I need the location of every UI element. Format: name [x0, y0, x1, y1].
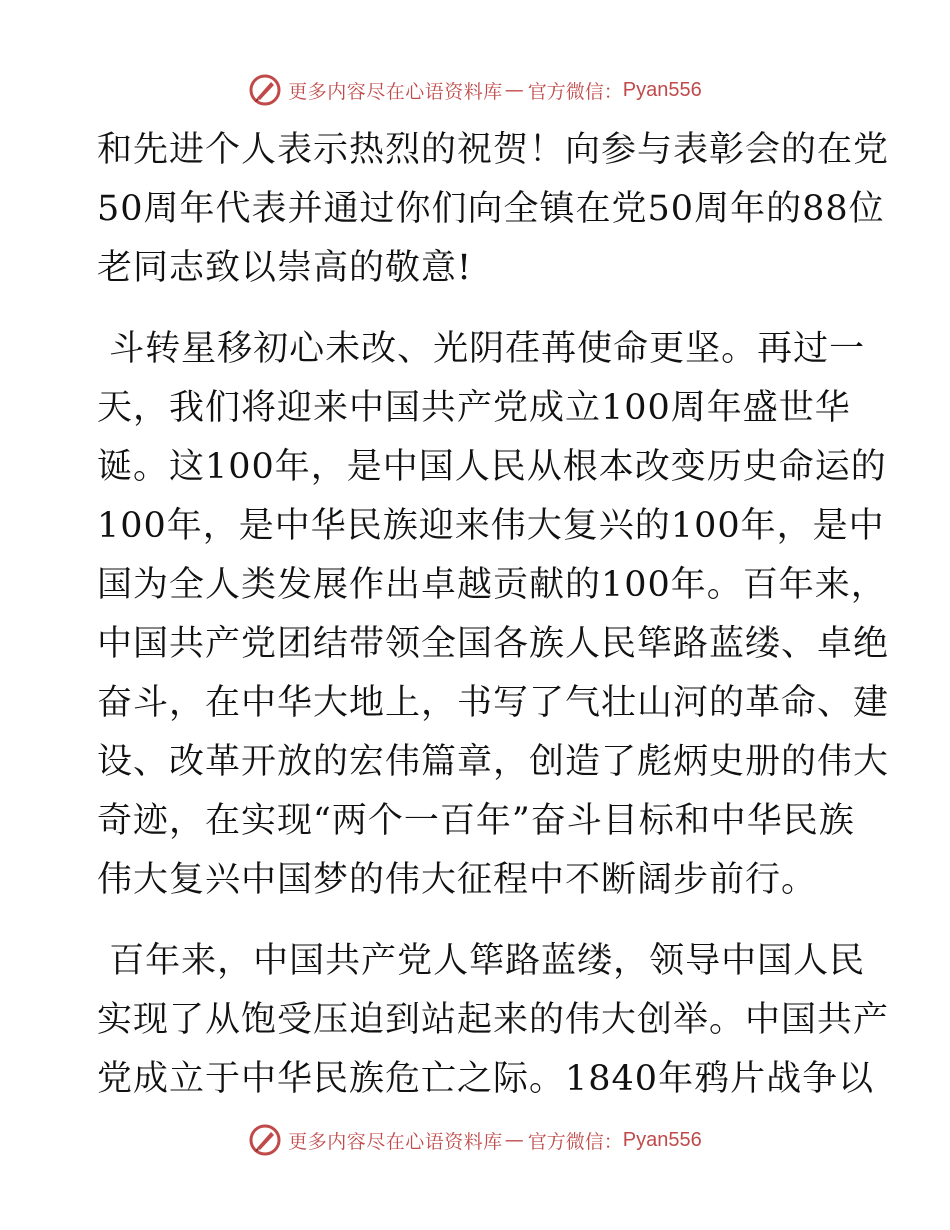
header-wechat-label: 官方微信： — [527, 80, 623, 103]
paragraph-3 — [97, 932, 890, 1109]
text-line: 天，我们将迎来中国共产党成立100周年盛世华 — [97, 388, 851, 428]
text-line: 国为全人类发展作出卓越贡献的100年。百年来， — [97, 565, 887, 605]
header-wechat-id: Pyan556 — [622, 78, 702, 101]
text-line: 党成立于中华民族危亡之际。1840年鸦片战争以 — [97, 1059, 875, 1099]
text-line: 和先进个人表示热烈的祝贺！向参与表彰会的在党 — [97, 130, 890, 170]
footer-wechat-label: 官方微信： — [527, 1130, 623, 1153]
text-line: 实现了从饱受压迫到站起来的伟大创举。中国共产 — [97, 1000, 890, 1040]
text-line: 100年，是中华民族迎来伟大复兴的100年，是中 — [97, 506, 885, 546]
footer-separator: — — [504, 1129, 524, 1151]
text-line: 奋斗，在中华大地上，书写了气壮山河的革命、建 — [97, 683, 890, 723]
text-line: 设、改革开放的宏伟篇章，创造了彪炳史册的伟大 — [97, 742, 890, 782]
document-body — [97, 121, 890, 1109]
text-line: 百年来，中国共产党人筚路蓝缕，领导中国人民 — [97, 941, 866, 981]
paragraph-2 — [97, 320, 890, 910]
text-line: 伟大复兴中国梦的伟大征程中不断阔步前行。 — [97, 860, 818, 900]
text-line: 50周年代表并通过你们向全镇在党50周年的88位 — [97, 189, 885, 229]
header-slogan: 更多内容尽在心语资料库 — [288, 80, 503, 103]
footer-banner — [0, 1120, 950, 1160]
text-line: 奇迹，在实现“两个一百年”奋斗目标和中华民族 — [97, 801, 855, 841]
footer-wechat-id: Pyan556 — [622, 1128, 702, 1151]
header-banner — [0, 70, 950, 110]
text-line: 斗转星移初心未改、光阴荏苒使命更坚。再过一 — [97, 329, 866, 369]
text-line: 老同志致以崇高的敬意! — [97, 248, 473, 288]
paragraph-1 — [97, 121, 890, 298]
text-line: 中国共产党团结带领全国各族人民筚路蓝缕、卓绝 — [97, 624, 890, 664]
quill-logo-icon — [248, 73, 282, 107]
text-line: 诞。这100年，是中国人民从根本改变历史命运的 — [97, 447, 887, 487]
quill-logo-icon — [248, 1123, 282, 1157]
footer-slogan: 更多内容尽在心语资料库 — [288, 1130, 503, 1153]
header-separator: — — [504, 79, 524, 101]
